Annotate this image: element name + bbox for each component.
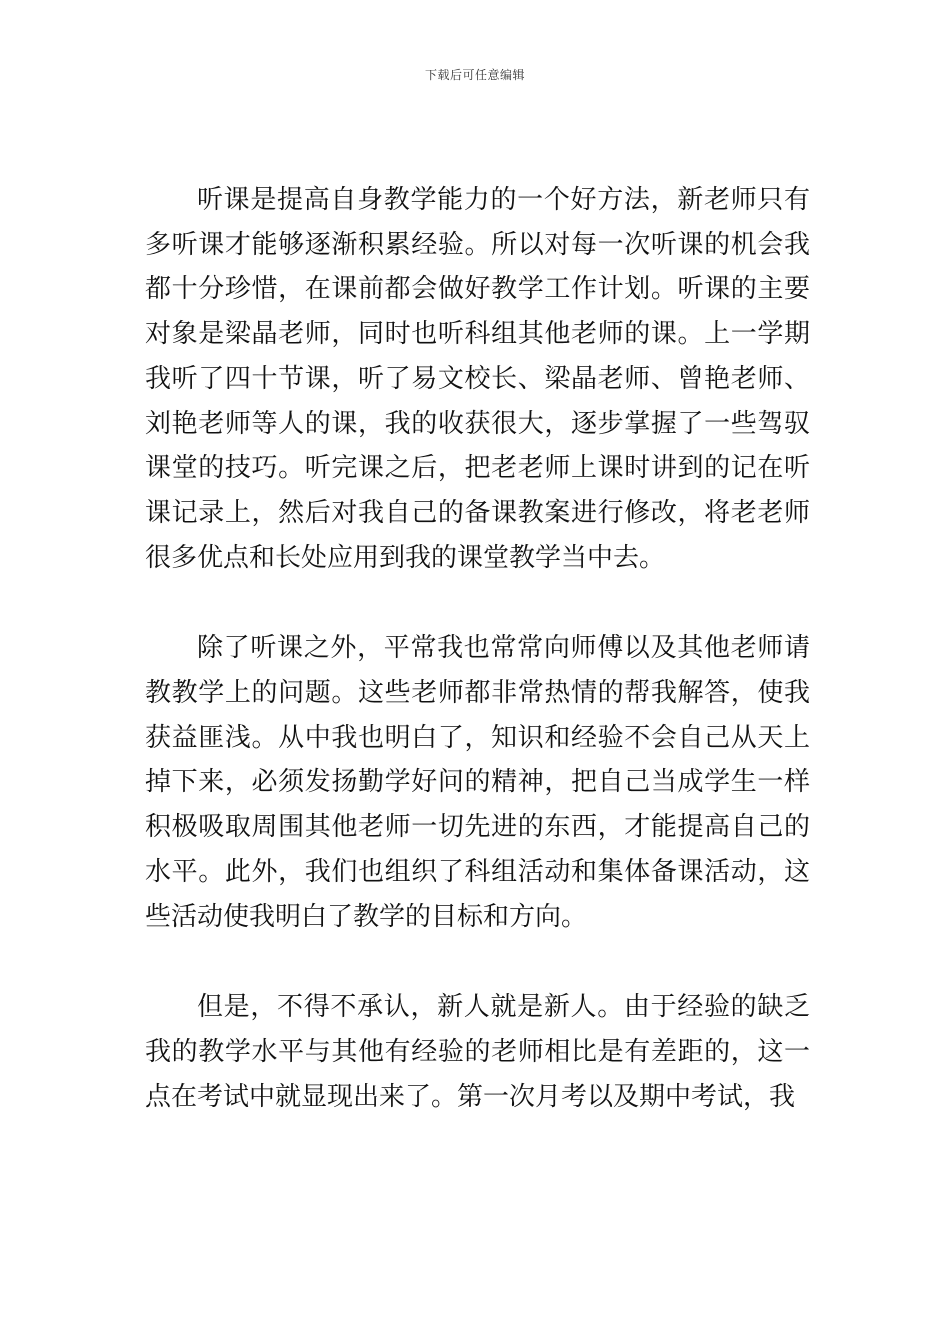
- paragraph-1: 听课是提高自身教学能力的一个好方法，新老师只有多听课才能够逐渐积累经验。所以对每一次听课的机会我都十分珍惜，在课前都会做好教学工作计划。听课的主要对象是梁晶老师，同时也听科组其他老师的课。上一学期我听了四十节课，听了易文校长、梁晶老师、曾艳老师、刘艳老师等人的课，我的收获很大，逐步掌握了一些驾驭课堂的技巧。听完课之后，把老老师上课时讲到的记在听课记录上，然后对我自己的备课教案进行修改，将老老师很多优点和长处应用到我的课堂教学当中去。: [145, 185, 810, 573]
- paragraph-2: 除了听课之外，平常我也常常向师傅以及其他老师请教教学上的问题。这些老师都非常热情的帮我解答，使我获益匪浅。从中我也明白了，知识和经验不会自己从天上掉下来，必须发扬勤学好问的精神，把自己当成学生一样积极吸取周围其他老师一切先进的东西，才能提高自己的水平。此外，我们也组织了科组活动和集体备课活动，这些活动使我明白了教学的目标和方向。: [145, 633, 810, 932]
- page-header: 下载后可任意编辑: [424, 68, 525, 82]
- paragraph-3: 但是，不得不承认，新人就是新人。由于经验的缺乏我的教学水平与其他有经验的老师相比是有差距的，这一点在考试中就显现出来了。第一次月考以及期中考试，我: [145, 992, 810, 1112]
- document-body: [145, 178, 810, 1119]
